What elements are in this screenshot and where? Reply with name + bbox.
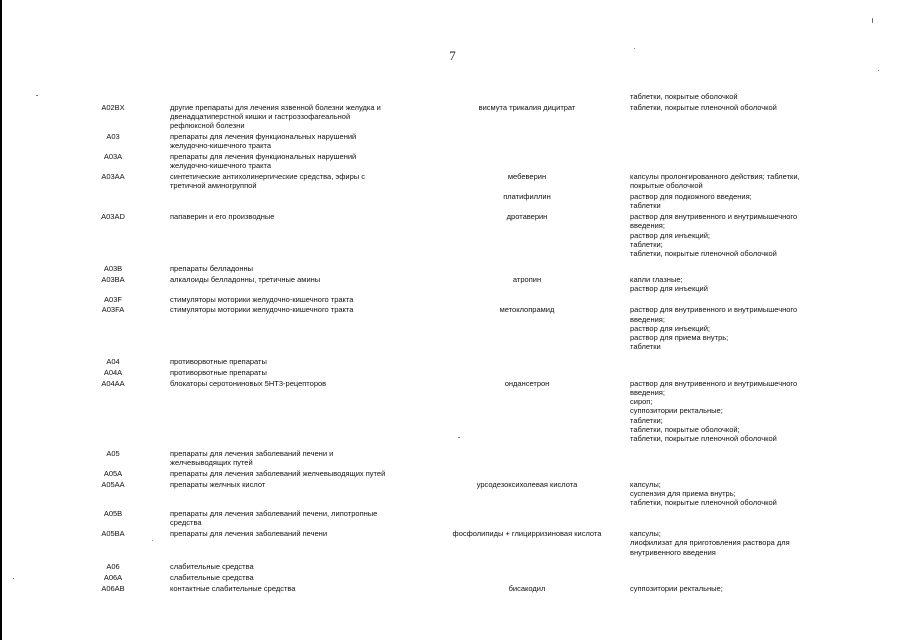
pharmacological-group bbox=[170, 379, 430, 388]
scan-speck bbox=[458, 437, 460, 438]
atc-code: A05AA bbox=[101, 479, 125, 489]
atc-code: A06A bbox=[103, 572, 123, 582]
atc-code: A03AA bbox=[101, 171, 125, 181]
pharmacological-group-line: двенадцатиперстной кишки и гастроэзофагеальной bbox=[170, 111, 351, 121]
dosage-forms-line: введения; bbox=[630, 314, 665, 324]
table-row bbox=[0, 295, 905, 306]
scan-speck bbox=[13, 578, 14, 579]
dosage-forms-line: таблетки, покрытые пленочной оболочкой bbox=[630, 102, 777, 112]
pharmacological-group-line: рефлюксной болезни bbox=[170, 121, 245, 131]
drug-list-table bbox=[0, 92, 905, 594]
substance-name: метоклопрамид bbox=[499, 305, 555, 315]
dosage-forms bbox=[630, 103, 835, 112]
table-row bbox=[0, 152, 905, 172]
pharmacological-group bbox=[170, 368, 430, 377]
table-row bbox=[0, 357, 905, 368]
atc-code: A02BX bbox=[101, 102, 125, 112]
dosage-forms-line: капли глазные; bbox=[630, 274, 683, 284]
dosage-forms-line: капсулы пролонгированного действия; таблетки, bbox=[630, 171, 800, 181]
dosage-forms-line: суппозитории ректальные; bbox=[630, 406, 723, 416]
substance-name: дротаверин bbox=[506, 211, 548, 221]
dosage-forms bbox=[630, 172, 835, 191]
pharmacological-group bbox=[170, 295, 430, 304]
dosage-forms bbox=[630, 192, 835, 211]
atc-code: A05A bbox=[103, 469, 123, 479]
dosage-forms-line: раствор для подкожного введения; bbox=[630, 191, 752, 201]
table-row bbox=[0, 562, 905, 573]
atc-code: A03FA bbox=[101, 305, 125, 315]
pharmacological-group bbox=[170, 275, 430, 284]
atc-code: A04A bbox=[103, 367, 123, 377]
dosage-forms-line: таблетки; bbox=[630, 415, 663, 425]
pharmacological-group bbox=[170, 103, 430, 131]
pharmacological-group bbox=[170, 212, 430, 221]
dosage-forms bbox=[630, 584, 835, 593]
dosage-forms bbox=[630, 379, 835, 444]
dosage-forms-line: покрытые оболочкой bbox=[630, 181, 703, 191]
pharmacological-group-line: препараты для лечения функциональных нарушений bbox=[170, 151, 357, 161]
pharmacological-group-line: желудочно-кишечного тракта bbox=[170, 141, 272, 151]
atc-code: A05B bbox=[103, 509, 123, 518]
atc-code: A06 bbox=[106, 562, 120, 572]
pharmacological-group bbox=[170, 573, 430, 582]
pharmacological-group bbox=[170, 480, 430, 489]
scan-speck bbox=[152, 540, 153, 541]
pharmacological-group bbox=[170, 529, 430, 538]
substance-name: атропин bbox=[512, 274, 542, 284]
substance-name: мебеверин bbox=[507, 171, 547, 181]
dosage-forms-line: сироп; bbox=[630, 397, 653, 407]
scan-speck bbox=[634, 48, 635, 49]
substance-name: платифиллин bbox=[503, 191, 551, 201]
dosage-forms-line: суспензия для приема внутрь; bbox=[630, 489, 736, 498]
substance-name: ондансетрон bbox=[504, 378, 550, 388]
atc-code: A06AB bbox=[101, 583, 125, 593]
atc-code: A03BA bbox=[101, 274, 125, 284]
dosage-forms-line: введения; bbox=[630, 387, 665, 397]
pharmacological-group bbox=[170, 509, 430, 528]
table-row bbox=[0, 480, 905, 509]
substance-name: бисакодил bbox=[508, 583, 546, 593]
pharmacological-group-line: стимуляторы моторики желудочно-кишечного тракта bbox=[170, 294, 354, 304]
dosage-forms-line: раствор для внутривенного и внутримышечного bbox=[630, 378, 798, 388]
dosage-forms-line: таблетки, покрытые пленочной оболочкой bbox=[630, 434, 777, 444]
table-row bbox=[0, 529, 905, 562]
pharmacological-group-line: препараты для лечения заболеваний печени, липотропные bbox=[170, 509, 378, 518]
pharmacological-group-line: слабительные средства bbox=[170, 562, 254, 572]
dosage-forms-line: таблетки, покрытые пленочной оболочкой bbox=[630, 249, 777, 259]
pharmacological-group-line: препараты белладонны bbox=[170, 263, 254, 273]
pharmacological-group bbox=[170, 152, 430, 171]
dosage-forms bbox=[630, 92, 835, 101]
dosage-forms-line: таблетки, покрытые пленочной оболочкой bbox=[630, 498, 777, 508]
dosage-forms-line: раствор для приема внутрь; bbox=[630, 333, 729, 343]
dosage-forms bbox=[630, 212, 835, 258]
dosage-forms-line: раствор для инъекций bbox=[630, 283, 708, 293]
atc-code: A03F bbox=[104, 294, 122, 304]
dosage-forms-line: таблетки; bbox=[630, 239, 663, 249]
pharmacological-group bbox=[170, 449, 430, 468]
table-row bbox=[0, 132, 905, 152]
table-row bbox=[0, 469, 905, 480]
dosage-forms-line: лиофилизат для приготовления раствора для bbox=[630, 538, 790, 548]
scan-speck bbox=[36, 95, 38, 96]
atc-code: A04 bbox=[106, 357, 120, 367]
table-row bbox=[0, 584, 905, 595]
pharmacological-group-line: слабительные средства bbox=[170, 572, 254, 582]
pharmacological-group-line: контактные слабительные средства bbox=[170, 583, 296, 593]
atc-code: A05 bbox=[106, 449, 120, 459]
pharmacological-group-line: синтетические антихолинергические средства, эфиры с bbox=[170, 171, 365, 181]
pharmacological-group-line: средства bbox=[170, 518, 202, 528]
table-row bbox=[0, 449, 905, 469]
dosage-forms bbox=[630, 480, 835, 508]
dosage-forms-line: таблетки bbox=[630, 201, 661, 211]
table-row bbox=[0, 509, 905, 529]
scan-speck bbox=[872, 18, 873, 23]
pharmacological-group bbox=[170, 357, 430, 366]
pharmacological-group-line: желудочно-кишечного тракта bbox=[170, 161, 272, 171]
page-number: 7 bbox=[449, 48, 456, 63]
dosage-forms-line: таблетки bbox=[630, 342, 661, 352]
substance-name: фосфолипиды + глицирризиновая кислота bbox=[452, 529, 602, 538]
dosage-forms-line: внутривенного введения bbox=[630, 547, 716, 557]
table-row bbox=[0, 264, 905, 275]
table-row bbox=[0, 212, 905, 264]
pharmacological-group-line: другие препараты для лечения язвенной болезни желудка и bbox=[170, 102, 381, 112]
pharmacological-group-line: препараты желчных кислот bbox=[170, 479, 266, 489]
pharmacological-group-line: противорвотные препараты bbox=[170, 367, 267, 377]
dosage-forms-line: раствор для внутривенного и внутримышечного bbox=[630, 211, 798, 221]
table-row bbox=[0, 573, 905, 584]
pharmacological-group-line: противорвотные препараты bbox=[170, 357, 267, 367]
pharmacological-group bbox=[170, 562, 430, 571]
table-row bbox=[0, 275, 905, 295]
scan-speck bbox=[878, 70, 879, 71]
pharmacological-group-line: желчевыводящих путей bbox=[170, 458, 253, 468]
dosage-forms-line: таблетки, покрытые оболочкой; bbox=[630, 425, 740, 434]
dosage-forms-line: таблетки, покрытые оболочкой bbox=[630, 92, 738, 101]
table-row bbox=[0, 305, 905, 357]
atc-code: A05BA bbox=[101, 529, 125, 538]
pharmacological-group-line: папаверин и его производные bbox=[170, 211, 275, 221]
pharmacological-group-line: препараты для лечения функциональных нарушений bbox=[170, 131, 357, 141]
pharmacological-group bbox=[170, 305, 430, 314]
pharmacological-group-line: препараты для лечения заболеваний печени bbox=[170, 529, 328, 538]
dosage-forms bbox=[630, 275, 835, 294]
substance-name: висмута трикалия дицитрат bbox=[478, 102, 576, 112]
dosage-forms-line: капсулы; bbox=[630, 529, 661, 538]
pharmacological-group-line: блокаторы серотониновых 5НТ3-рецепторов bbox=[170, 378, 327, 388]
dosage-forms-line: раствор для внутривенного и внутримышечного bbox=[630, 305, 798, 315]
table-row bbox=[0, 192, 905, 212]
dosage-forms-line: раствор для инъекций; bbox=[630, 230, 710, 240]
pharmacological-group-line: препараты для лечения заболеваний печени и bbox=[170, 449, 334, 459]
dosage-forms-line: суппозитории ректальные; bbox=[630, 583, 723, 593]
table-row bbox=[0, 172, 905, 192]
atc-code: A03AD bbox=[101, 211, 125, 221]
table-row bbox=[0, 92, 905, 103]
pharmacological-group bbox=[170, 584, 430, 593]
dosage-forms-line: введения; bbox=[630, 221, 665, 231]
pharmacological-group-line: стимуляторы моторики желудочно-кишечного тракта bbox=[170, 305, 354, 315]
atc-code: A03A bbox=[103, 151, 123, 161]
table-row bbox=[0, 379, 905, 450]
pharmacological-group-line: третичной аминогруппой bbox=[170, 181, 257, 191]
dosage-forms bbox=[630, 529, 835, 557]
pharmacological-group-line: препараты для лечения заболеваний желчевыводящих путей bbox=[170, 469, 386, 479]
atc-code: A04AA bbox=[101, 378, 125, 388]
atc-code: A03 bbox=[106, 131, 120, 141]
atc-code: A03B bbox=[103, 263, 123, 273]
dosage-forms bbox=[630, 305, 835, 351]
pharmacological-group bbox=[170, 264, 430, 273]
pharmacological-group-line: алкалоиды белладонны, третичные амины bbox=[170, 274, 321, 284]
pharmacological-group bbox=[170, 469, 430, 478]
dosage-forms-line: капсулы; bbox=[630, 479, 661, 489]
substance-name: урсодезоксихолевая кислота bbox=[476, 479, 578, 489]
pharmacological-group bbox=[170, 132, 430, 151]
pharmacological-group bbox=[170, 172, 430, 191]
table-row bbox=[0, 103, 905, 132]
table-row bbox=[0, 368, 905, 379]
dosage-forms-line: раствор для инъекций; bbox=[630, 323, 710, 333]
